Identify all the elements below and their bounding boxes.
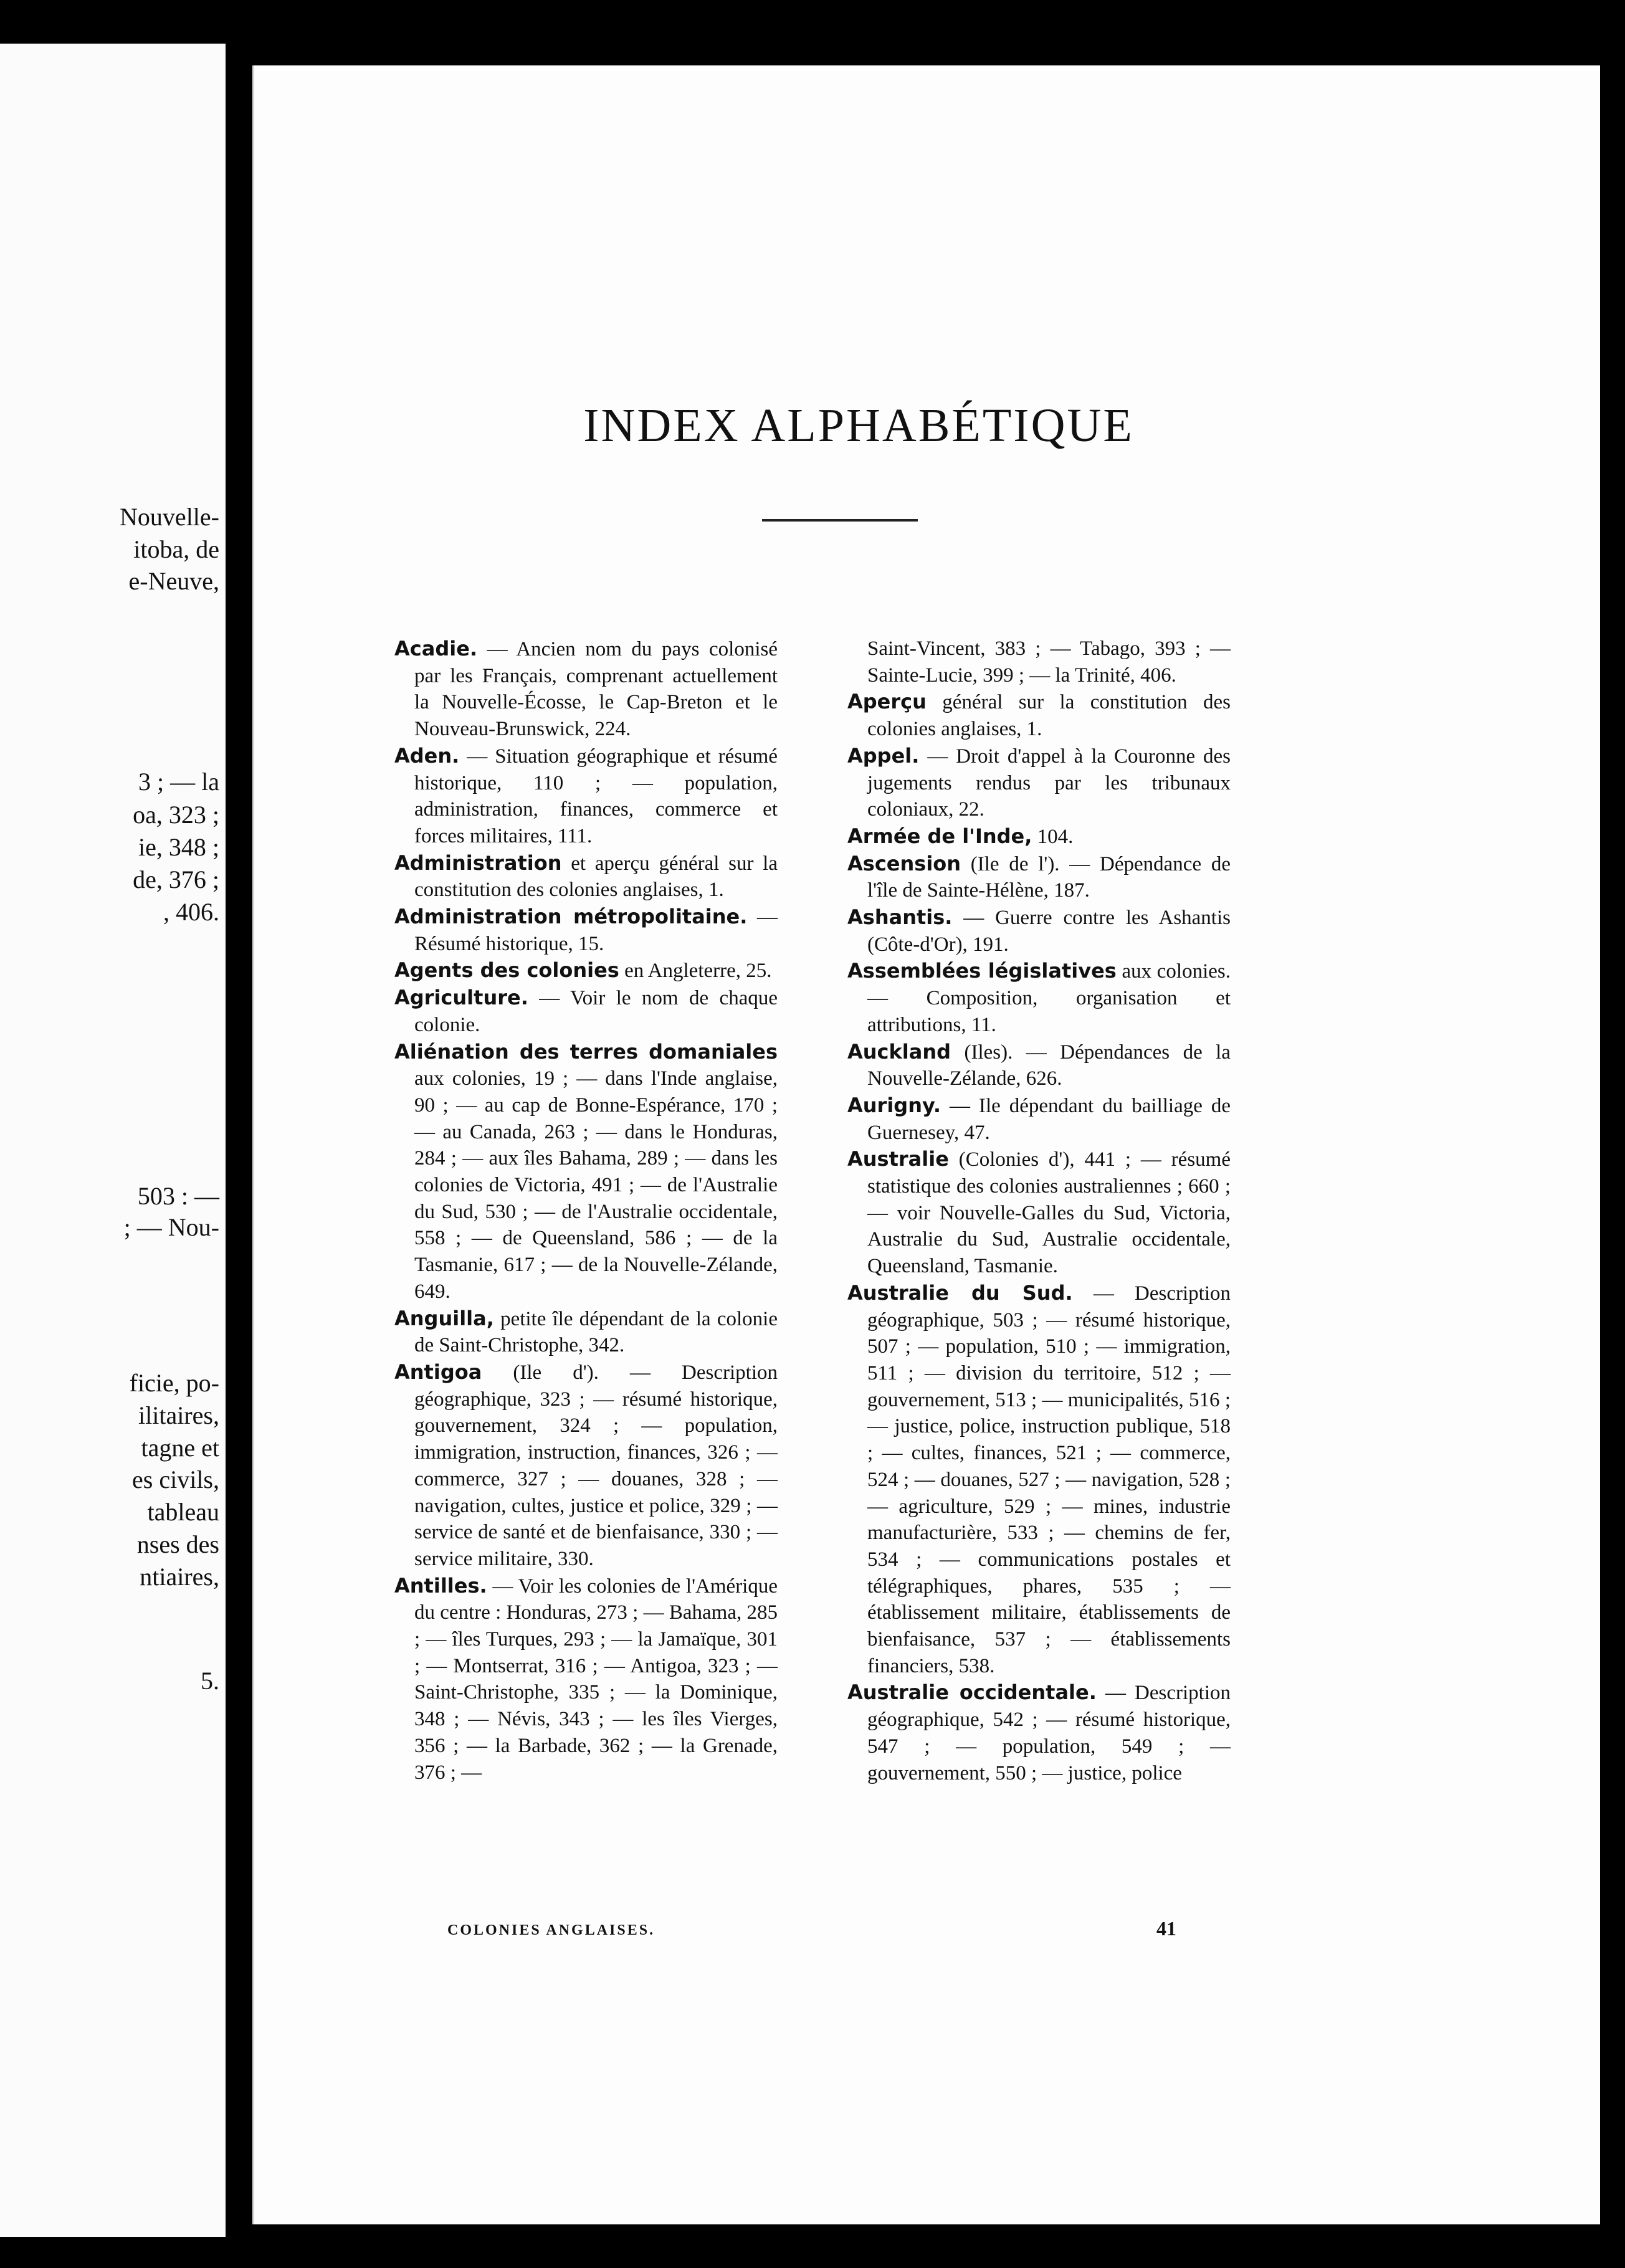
- entry-text: en Angleterre, 25.: [619, 960, 772, 983]
- left-page-fragment: 5.: [201, 1667, 219, 1695]
- left-page-fragment: Nouvelle-: [120, 503, 219, 531]
- entry-text: Saint-Vincent, 383 ; — Tabago, 393 ; — Sainte-Lucie, 399 ; — la Trinité, 406.: [867, 637, 1231, 687]
- entry-text: — Description géographique, 542 ; — résumé historique, 547 ; — population, 549 ; — gouvernement, 550 ; — justice, police: [867, 1682, 1231, 1784]
- entry-text: — Ile dépendant du bailliage de Guernesey, 47.: [867, 1094, 1231, 1144]
- entry-headword: Administration métropolitaine.: [394, 905, 748, 929]
- index-entry: [394, 957, 778, 984]
- index-entry: [847, 1280, 1231, 1680]
- title-rule: [762, 519, 918, 522]
- index-entry-continuation: [847, 636, 1231, 688]
- entry-text: aux colonies. — Composition, organisation et attributions, 11.: [867, 960, 1231, 1036]
- index-column-left: [394, 636, 778, 1786]
- entry-headword: Administration: [394, 850, 562, 875]
- entry-text: général sur la constitution des colonies anglaises, 1.: [867, 691, 1231, 741]
- entry-text: (Ile de l'). — Dépendance de l'île de Sainte-Hélène, 187.: [867, 852, 1231, 902]
- entry-text: petite île dépendant de la colonie de Saint-Christophe, 342.: [414, 1307, 778, 1357]
- index-entry: [847, 1146, 1231, 1280]
- entry-text: — Droit d'appel à la Couronne des jugements rendus par les tribunaux coloniaux, 22.: [867, 745, 1231, 821]
- index-entry: [394, 1305, 778, 1359]
- index-entry: [394, 1039, 778, 1305]
- entry-headword: Auckland: [847, 1039, 951, 1064]
- index-entry: [847, 823, 1231, 850]
- left-page-fragment: 3 ; — la: [138, 768, 219, 796]
- index-entry: [394, 636, 778, 743]
- left-page-fragment: ; — Nou-: [123, 1213, 219, 1241]
- entry-headword: Australie du Sud.: [847, 1280, 1073, 1305]
- left-page-fragment: ie, 348 ;: [138, 833, 219, 861]
- index-entry: [394, 984, 778, 1038]
- entry-text: — Résumé historique, 15.: [414, 906, 778, 955]
- index-entry: [847, 1679, 1231, 1786]
- index-entry: [847, 958, 1231, 1038]
- left-page-fragment: oa, 323 ;: [133, 801, 219, 829]
- entry-headword: Aperçu: [847, 690, 927, 714]
- entry-headword: Aden.: [394, 743, 460, 768]
- entry-headword: Aliénation des terres domaniales: [394, 1039, 778, 1064]
- index-entry: [847, 850, 1231, 904]
- entry-headword: Armée de l'Inde,: [847, 824, 1032, 848]
- index-entry: [847, 1039, 1231, 1092]
- left-page-fragment: , 406.: [163, 898, 219, 926]
- entry-text: aux colonies, 19 ; — dans l'Inde anglaise, 90 ; — au cap de Bonne-Espérance, 170 ; — au Canada, 263 ; — dans le Honduras, 284 ; — aux îles Bahama, 289 ; — dans les colonies de Victoria, 491 ; — de l'Australie du Sud, 530 ; — de l'Australie occidentale, 558 ; — de Queensland, 586 ; — de la Tasmanie, 617 ; — de la Nouvelle-Zélande, 649.: [414, 1067, 778, 1303]
- index-entry: [394, 1573, 778, 1786]
- left-page-fragment: de, 376 ;: [133, 865, 219, 893]
- entry-headword: Anguilla,: [394, 1306, 494, 1330]
- index-entry: [847, 1092, 1231, 1146]
- entry-headword: Aurigny.: [847, 1093, 941, 1117]
- entry-text: — Voir les colonies de l'Amérique du centre : Honduras, 273 ; — Bahama, 285 ; — îles Turques, 293 ; — la Jamaïque, 301 ; — Montserrat, 316 ; — Antigoa, 323 ; — Saint-Christophe, 335 ; — la Dominique, 348 ; — Névis, 343 ; — les îles Vierges, 356 ; — la Barbade, 362 ; — la Grenade, 376 ; —: [414, 1575, 778, 1784]
- index-entry: [394, 743, 778, 850]
- index-entry: [394, 850, 778, 903]
- index-entry: [394, 1359, 778, 1573]
- index-entry: [847, 904, 1231, 958]
- entry-text: — Ancien nom du pays colonisé par les Français, comprenant actuellement la Nouvelle-Écosse, le Cap-Breton et le Nouveau-Brunswick, 224.: [414, 638, 778, 741]
- entry-text: — Description géographique, 503 ; — résumé historique, 507 ; — population, 510 ; — immigration, 511 ; — division du territoire, 512 ; — gouvernement, 513 ; — municipalités, 516 ; — justice, police, instruction publique, 518 ; — cultes, finances, 521 ; — commerce, 524 ; — douanes, 527 ; — navigation, 528 ; — agriculture, 529 ; — mines, industrie manufacturière, 533 ; — chemins de fer, 534 ; — communications postales et télégraphiques, phares, 535 ; — établissement militaire, établissements de bienfaisance, 537 ; — établissements financiers, 538.: [867, 1282, 1231, 1677]
- left-page-fragment: 503 : —: [137, 1182, 219, 1210]
- left-page-fragment: ilitaires,: [138, 1401, 219, 1429]
- entry-text: (Colonies d'), 441 ; — résumé statistique des colonies australiennes ; 660 ; — voir Nouvelle-Galles du Sud, Victoria, Australie du Sud, Australie occidentale, Queensland, Tasmanie.: [867, 1148, 1231, 1278]
- entry-headword: Ascension: [847, 851, 961, 875]
- entry-headword: Agents des colonies: [394, 958, 619, 983]
- entry-text: — Situation géographique et résumé historique, 110 ; — population, administration, finances, commerce et forces militaires, 111.: [414, 745, 778, 847]
- left-page-fragment: es civils,: [132, 1465, 219, 1494]
- index-column-right: [847, 636, 1231, 1786]
- entry-text: — Voir le nom de chaque colonie.: [414, 987, 778, 1036]
- entry-text: (Ile d'). — Description géographique, 323 ; — résumé historique, gouvernement, 324 ; — population, immigration, instruction, finances, 326 ; — commerce, 327 ; — douanes, 328 ; — navigation, cultes, justice et police, 329 ; — service de santé et de bienfaisance, 330 ; — service militaire, 330.: [414, 1361, 778, 1570]
- entry-headword: Ashantis.: [847, 905, 953, 930]
- left-page-fragment: nses des: [136, 1530, 219, 1558]
- left-page-fragment: ntiaires,: [140, 1563, 219, 1591]
- index-entry: [847, 688, 1231, 742]
- index-entry: [394, 903, 778, 957]
- entry-headword: Appel.: [847, 743, 920, 768]
- entry-headword: Antigoa: [394, 1360, 482, 1384]
- left-page-fragment: e-Neuve,: [128, 567, 219, 595]
- entry-headword: Agriculture.: [394, 986, 528, 1010]
- left-page-fragment: tagne et: [141, 1434, 219, 1462]
- running-footer: COLONIES ANGLAISES.: [447, 1922, 655, 1938]
- entry-text: et aperçu général sur la constitution des colonies anglaises, 1.: [414, 852, 778, 902]
- page-gutter: [226, 0, 255, 2268]
- left-page-fragment: ficie, po-: [129, 1369, 219, 1397]
- entry-headword: Assemblées législatives: [847, 959, 1117, 983]
- left-page-fragment: tableau: [147, 1498, 219, 1526]
- index-page: [252, 65, 1600, 2224]
- signature-mark: 41: [1156, 1917, 1176, 1940]
- left-facing-page: [0, 44, 226, 2237]
- index-entry: [847, 743, 1231, 823]
- page-title: INDEX ALPHABÉTIQUE: [583, 399, 1134, 452]
- entry-headword: Australie occidentale.: [847, 1680, 1097, 1705]
- entry-text: 104.: [1032, 825, 1074, 848]
- entry-headword: Antilles.: [394, 1573, 487, 1598]
- entry-text: (Iles). — Dépendances de la Nouvelle-Zélande, 626.: [867, 1041, 1231, 1090]
- left-page-fragment: itoba, de: [133, 535, 219, 563]
- entry-text: — Guerre contre les Ashantis (Côte-d'Or), 191.: [867, 907, 1231, 956]
- entry-headword: Acadie.: [394, 637, 478, 660]
- entry-headword: Australie: [847, 1147, 949, 1171]
